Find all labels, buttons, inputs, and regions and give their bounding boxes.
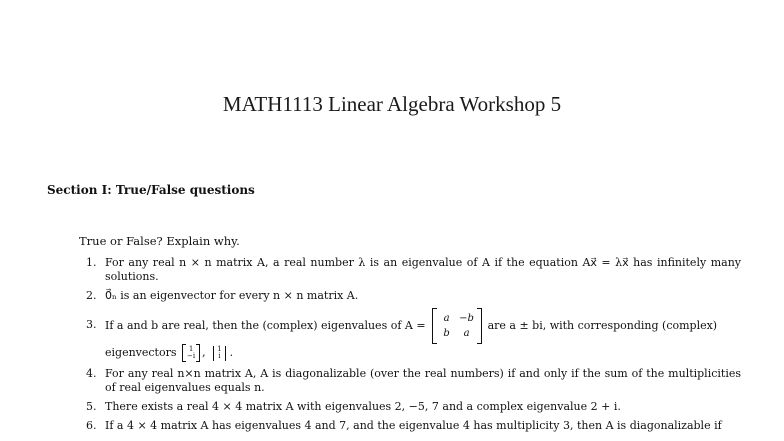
question-text: For any real n × n matrix A, a real number λ is an eigenvalue of A if the equation Ax⃗ = λx⃗ has infinitely many solutions. bbox=[105, 256, 741, 283]
question-text: For any real n×n matrix A, A is diagonalizable (over the real numbers) if and only if the sum of the multiplicities of real eigenvalues equals n. bbox=[105, 367, 741, 394]
question-text: 0⃗ₙ is an eigenvector for every n × n matrix A. bbox=[105, 289, 359, 302]
eigenvector-1 bbox=[182, 344, 200, 362]
matrix-a bbox=[432, 308, 482, 344]
question-3 bbox=[86, 308, 741, 362]
vector-entries bbox=[216, 346, 222, 360]
question-list bbox=[86, 256, 741, 438]
question-3-line bbox=[105, 308, 741, 344]
right-bracket bbox=[477, 308, 482, 344]
question-text: If a 4 × 4 matrix A has eigenvalues 4 and 7, and the eigenvalue 4 has multiplicity 3, then A is diagonalizable if bbox=[105, 419, 722, 432]
question-3-continuation: eigenvectors 1 −i , 1 i . bbox=[105, 345, 234, 360]
question-2 bbox=[86, 289, 741, 303]
right-bracket bbox=[196, 344, 200, 362]
matrix-entries bbox=[437, 311, 477, 341]
instructions: True or False? Explain why. bbox=[79, 234, 240, 248]
question-number: 3. bbox=[86, 318, 97, 331]
vector-entries bbox=[186, 346, 196, 360]
question-number: 4. bbox=[86, 367, 97, 380]
matrix-entry: a bbox=[463, 328, 470, 339]
eigenvector-2 bbox=[211, 346, 227, 361]
question-number: 2. bbox=[86, 289, 97, 302]
matrix-entry: −b bbox=[459, 313, 474, 324]
vector-entry: 1 bbox=[188, 345, 194, 353]
vector-entry: i bbox=[218, 352, 221, 360]
question-4 bbox=[86, 367, 741, 395]
left-bar bbox=[213, 346, 214, 361]
question-text-cont: eigenvectors bbox=[105, 346, 177, 359]
vector-entry: −i bbox=[187, 352, 196, 360]
question-text: There exists a real 4 × 4 matrix A with eigenvalues 2, −5, 7 and a complex eigenvalue 2 + i. bbox=[105, 400, 621, 413]
question-text-after: are a ± bi, with corresponding (complex) bbox=[487, 319, 718, 332]
vector-entry: 1 bbox=[217, 345, 222, 353]
matrix-entry: b bbox=[443, 328, 450, 339]
document-title: MATH1113 Linear Algebra Workshop 5 bbox=[222, 92, 562, 116]
matrix-entry: a bbox=[443, 313, 450, 324]
question-6 bbox=[86, 419, 741, 433]
right-bar bbox=[225, 346, 226, 361]
question-number: 1. bbox=[86, 256, 97, 269]
question-number: 6. bbox=[86, 419, 97, 432]
question-text: If a and b are real, then the (complex) eigenvalues of A = bbox=[105, 319, 426, 332]
question-1 bbox=[86, 256, 741, 284]
question-5 bbox=[86, 400, 741, 414]
question-number: 5. bbox=[86, 400, 97, 413]
section-heading: Section I: True/False questions bbox=[47, 183, 255, 197]
